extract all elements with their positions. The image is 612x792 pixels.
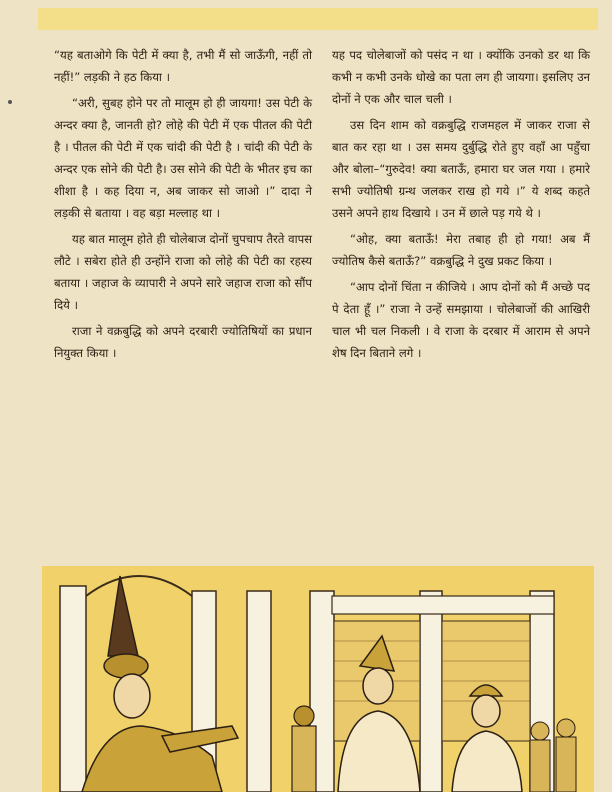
speck	[8, 100, 12, 104]
top-decorative-band	[38, 8, 598, 30]
court-scene-drawing	[42, 566, 594, 792]
right-column	[332, 44, 590, 564]
story-text	[54, 44, 590, 564]
paragraph: “ओह, क्या बताऊँ! मेरा तबाह ही हो गया! अब मैं ज्योतिष कैसे बताऊँ?” वक्रबुद्धि ने दुख प्रकट किया ।	[332, 232, 590, 268]
paragraph: “अरी, सुबह होने पर तो मालूम हो ही जायगा! उस पेटी के अन्दर क्या है, जानती हो? लोहे की पेटी में एक पीतल की पेटी है । पीतल की पेटी में एक चांदी की पेटी है । चांदी की पेटी के अन्दर एक सोने की पेटी है। उस सोने की पेटी के भीतर इच का शीशा है । कह दिया न, अब जाकर सो जाओ ।” दादा ने लड़की से बताया । वह बड़ा मल्लाह था ।	[54, 96, 312, 220]
royal-court-illustration	[42, 566, 594, 792]
left-column	[54, 44, 312, 564]
paragraph: राजा ने वक्रबुद्धि को अपने दरबारी ज्योतिषियों का प्रधान नियुक्त किया ।	[54, 324, 312, 360]
paragraph: “आप दोनों चिंता न कीजिये । आप दोनों को मैं अच्छे पद पे देता हूँ ।” राजा ने उन्हें समझाया । चोलेबाजों की आखिरी चाल भी चल निकली । वे राजा के दरबार में आराम से अपने शेष दिन बिताने लगे ।	[332, 280, 590, 360]
paragraph: उस दिन शाम को वक्रबुद्धि राजमहल में जाकर राजा से बात कर रहा था । उस समय दुर्बुद्धि रोते हुए वहाँ आ पहुँचा और बोला–“गुरुदेव! क्या बताऊँ, हमारा घर जल गया । हमारे सभी ज्योतिषी ग्रन्थ जलकर राख हो गये ।” ये शब्द कहते उसने अपने हाथ दिखाये । उन में छाले पड़ गये थे ।	[332, 118, 590, 220]
paragraph: “यह बताओगे कि पेटी में क्या है, तभी मैं सो जाऊँगी, नहीं तो नहीं!” लड़की ने हठ किया ।	[54, 48, 312, 84]
paragraph: यह पद चोलेबाजों को पसंद न था । क्योंकि उनको डर था कि कभी न कभी उनके धोखे का पता लग ही जायगा। इसलिए उन दोनों ने एक और चाल चली ।	[332, 48, 590, 106]
paragraph: यह बात मालूम होते ही चोलेबाज दोनों चुपचाप तैरते वापस लौटे । सबेरा होते ही उन्होंने राजा को लोहे की पेटी का रहस्य बताया । जहाज के व्यापारी ने अपने सारे जहाज राजा को सौंप दिये ।	[54, 232, 312, 312]
